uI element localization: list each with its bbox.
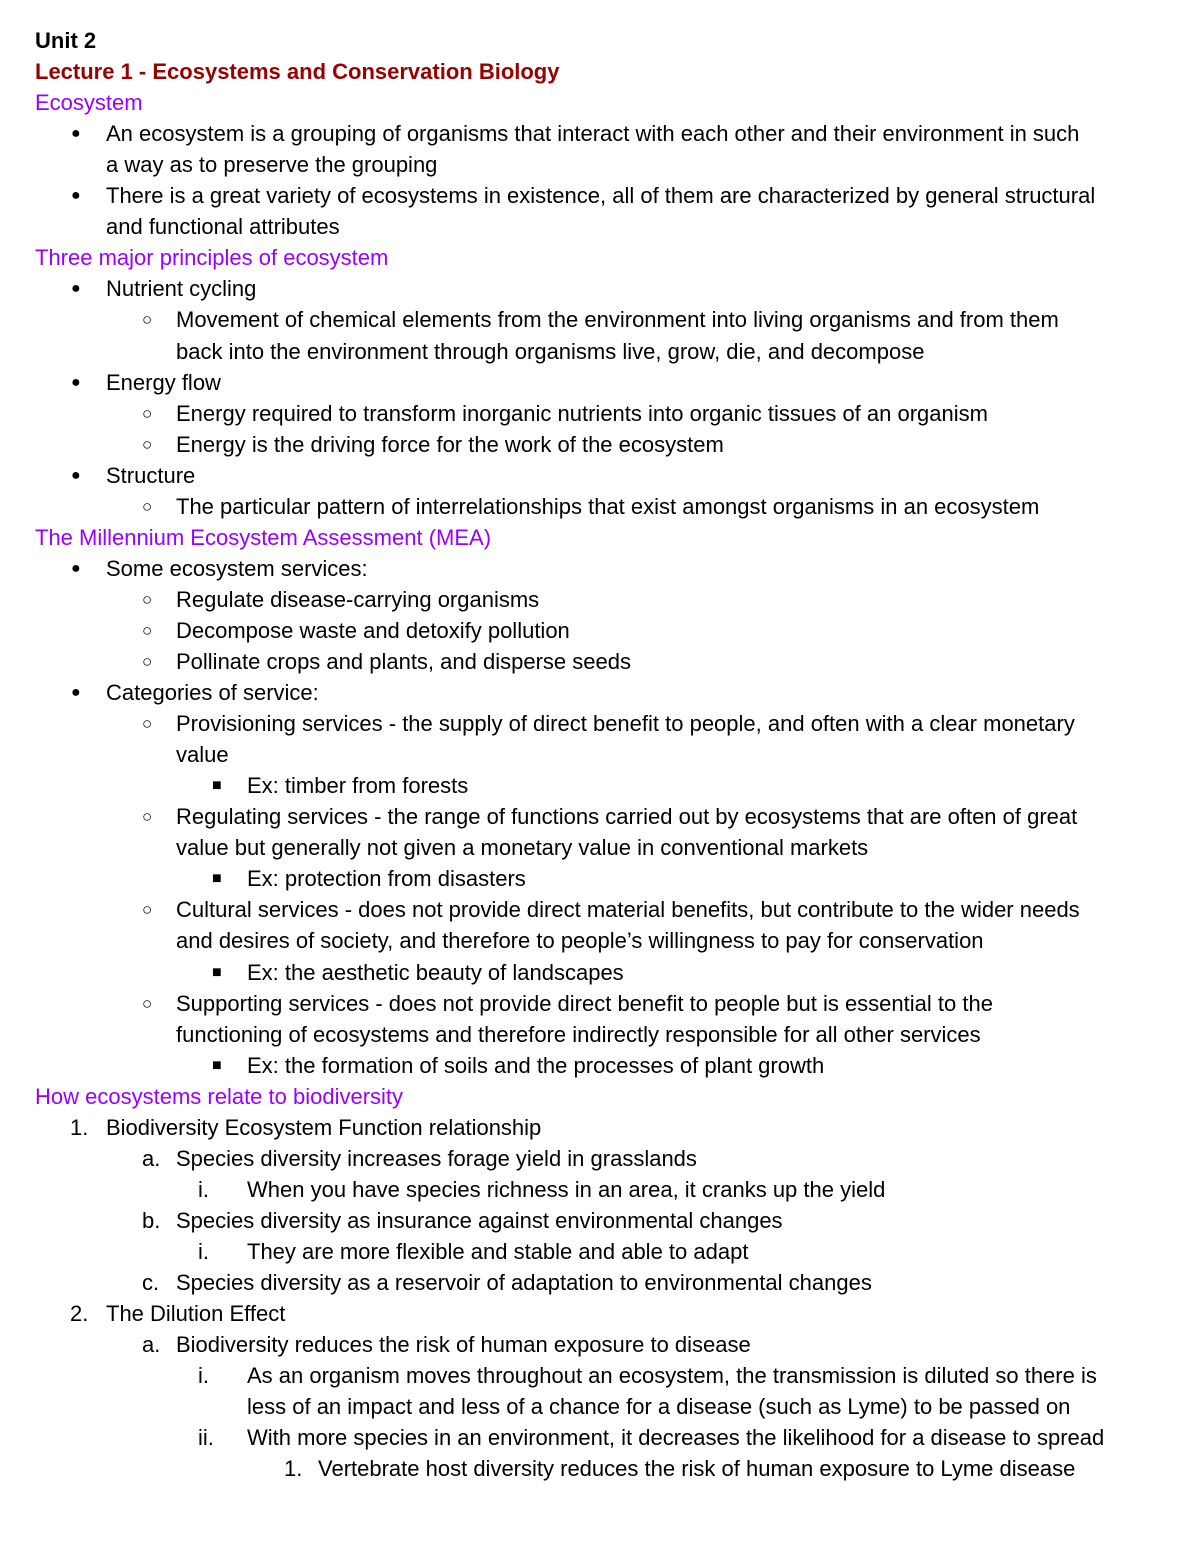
line-text: Biodiversity reduces the risk of human exposure to disease	[176, 1332, 751, 1358]
line-text: less of an impact and less of a chance for a disease (such as Lyme) to be passed on	[247, 1394, 1071, 1420]
bullet-marker: ●	[71, 280, 81, 298]
line-text: and desires of society, and therefore to people’s willingness to pay for conservation	[176, 928, 984, 954]
bullet-marker: ○	[142, 496, 153, 516]
bullet-marker: ●	[71, 684, 81, 702]
line-text: Nutrient cycling	[106, 276, 257, 302]
line-text: Ex: the aesthetic beauty of landscapes	[247, 959, 624, 985]
line-text: Species diversity increases forage yield in grasslands	[176, 1145, 697, 1171]
line-text: An ecosystem is a grouping of organisms that interact with each other and their environment in such	[106, 121, 1080, 147]
line-text: Provisioning services - the supply of direct benefit to people, and often with a clear monetary	[176, 711, 1075, 737]
bullet-marker: ■	[212, 963, 222, 981]
bullet-marker: ■	[212, 870, 222, 888]
bullet-marker: ○	[142, 589, 153, 609]
line-text: Energy is the driving force for the work of the ecosystem	[176, 431, 724, 457]
line-text: functioning of ecosystems and therefore indirectly responsible for all other services	[176, 1021, 981, 1047]
list-number: i.	[198, 1238, 209, 1264]
list-number: ii.	[198, 1425, 214, 1451]
bullet-marker: ■	[212, 777, 222, 795]
line-text: Unit 2	[35, 28, 97, 53]
list-number: 1.	[70, 1114, 89, 1140]
bullet-marker: ●	[71, 187, 81, 205]
line-text: and functional attributes	[106, 214, 340, 240]
list-number: a.	[142, 1145, 161, 1171]
bullet-marker: ■	[212, 1056, 222, 1074]
line-text: Species diversity as insurance against environmental changes	[176, 1207, 783, 1233]
line-text: As an organism moves throughout an ecosystem, the transmission is diluted so there is	[247, 1363, 1097, 1389]
line-text: The Dilution Effect	[106, 1301, 286, 1327]
line-text: a way as to preserve the grouping	[106, 152, 438, 178]
list-number: b.	[142, 1207, 161, 1233]
bullet-marker: ○	[142, 310, 153, 330]
line-text: Pollinate crops and plants, and disperse seeds	[176, 649, 631, 674]
list-number: 2.	[70, 1301, 89, 1327]
line-text: Energy required to transform inorganic nutrients into organic tissues of an organism	[176, 400, 988, 426]
line-text: When you have species richness in an area, it cranks up the yield	[247, 1176, 886, 1202]
bullet-marker: ○	[142, 434, 153, 454]
line-text: Decompose waste and detoxify pollution	[176, 617, 570, 643]
list-number: 1.	[284, 1456, 303, 1482]
line-text: Regulate disease-carrying organisms	[176, 586, 540, 612]
line-text: Three major principles of ecosystem	[35, 245, 389, 271]
line-text: Lecture 1 - Ecosystems and Conservation Biology	[35, 59, 560, 85]
line-text: Species diversity as a reservoir of adaptation to environmental changes	[176, 1270, 872, 1295]
bullet-marker: ○	[142, 620, 153, 640]
list-number: a.	[142, 1332, 161, 1358]
bullet-marker: ○	[142, 900, 153, 920]
line-text: The Millennium Ecosystem Assessment (MEA)	[35, 524, 492, 550]
bullet-marker: ○	[142, 652, 153, 671]
line-text: Supporting services - does not provide direct benefit to people but is essential to the	[176, 990, 993, 1016]
bullet-marker: ●	[71, 466, 81, 484]
bullet-marker: ●	[71, 373, 81, 391]
line-text: With more species in an environment, it decreases the likelihood for a disease to spread	[247, 1425, 1105, 1451]
line-text: They are more flexible and stable and able to adapt	[247, 1238, 749, 1264]
line-text: Structure	[106, 462, 196, 488]
line-text: Ex: protection from disasters	[247, 866, 526, 892]
line-text: Energy flow	[106, 369, 221, 395]
line-text: Movement of chemical elements from the environment into living organisms and from them	[176, 307, 1059, 333]
bullet-marker: ○	[142, 993, 153, 1013]
list-number: i.	[198, 1363, 209, 1389]
line-text: Cultural services - does not provide direct material benefits, but contribute to the wider needs	[176, 897, 1080, 923]
line-text: Ex: the formation of soils and the processes of plant growth	[247, 1052, 825, 1078]
line-text: Ex: timber from forests	[247, 773, 469, 799]
bullet-marker: ●	[71, 559, 81, 577]
bullet-marker: ○	[142, 714, 153, 734]
line-text: The particular pattern of interrelationships that exist amongst organisms in an ecosystem	[176, 493, 1040, 519]
line-text: Categories of service:	[106, 680, 319, 706]
line-text: Vertebrate host diversity reduces the risk of human exposure to Lyme disease	[318, 1456, 1076, 1482]
bullet-marker: ○	[142, 807, 153, 827]
line-text: value but generally not given a monetary value in conventional markets	[176, 835, 869, 861]
line-text: Biodiversity Ecosystem Function relationship	[106, 1114, 542, 1140]
line-text: There is a great variety of ecosystems in existence, all of them are characterized by general structural	[106, 183, 1096, 209]
line-text: How ecosystems relate to biodiversity	[35, 1083, 404, 1109]
bullet-marker: ●	[71, 125, 81, 143]
line-text: Ecosystem	[35, 90, 143, 116]
bullet-marker: ○	[142, 403, 153, 423]
line-text: value	[176, 742, 229, 768]
line-text: Regulating services - the range of functions carried out by ecosystems that are often of great	[176, 804, 1078, 830]
line-text: Some ecosystem services:	[106, 555, 368, 581]
list-number: c.	[142, 1270, 160, 1295]
line-text: back into the environment through organisms live, grow, die, and decompose	[176, 338, 925, 364]
list-number: i.	[198, 1176, 209, 1202]
